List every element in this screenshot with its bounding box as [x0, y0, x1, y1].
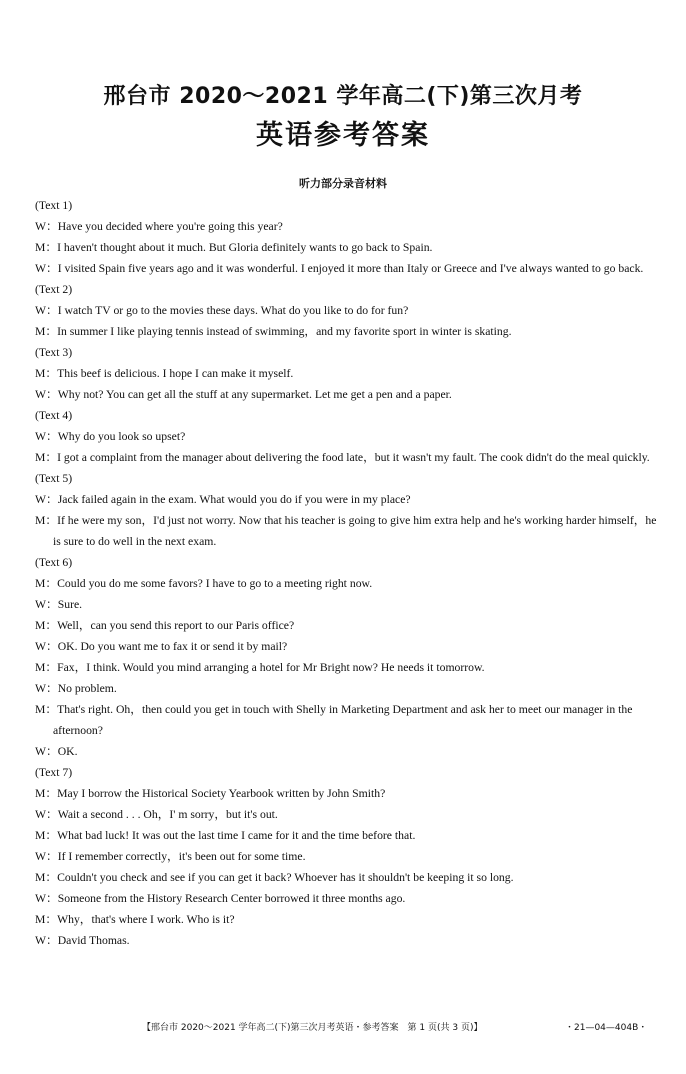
dialogue-line: M：Couldn't you check and see if you can get it back? Whoever has it shouldn't be keeping it so long.	[35, 871, 514, 884]
text-5-label: (Text 5)	[35, 472, 73, 485]
exam-title: 邢台市 2020～2021 学年高二(下)第三次月考	[103, 84, 583, 109]
dialogue-line: M：Why，that's where I work. Who is it?	[35, 913, 235, 926]
dialogue-line: W：David Thomas.	[35, 934, 130, 947]
dialogue-line: M：In summer I like playing tennis instead of swimming，and my favorite sport in winter is skating.	[35, 325, 512, 338]
dialogue-line: W：OK.	[35, 745, 78, 758]
dialogue-line: W：Why not? You can get all the stuff at any supermarket. Let me get a pen and a paper.	[35, 388, 452, 401]
dialogue-line: W：If I remember correctly，it's been out for some time.	[35, 850, 306, 863]
dialogue-line: M：Could you do me some favors? I have to go to a meeting right now.	[35, 577, 373, 590]
dialogue-line: W：Wait a second . . . Oh，I' m sorry，but it's out.	[35, 808, 278, 821]
dialogue-line: M：Fax，I think. Would you mind arranging a hotel for Mr Bright now? He needs it tomorrow.	[35, 661, 485, 674]
dialogue-line: W：Why do you look so upset?	[35, 430, 186, 443]
page-footer	[0, 1021, 686, 1035]
text-1-label: (Text 1)	[35, 199, 73, 212]
text-7-label: (Text 7)	[35, 766, 73, 779]
dialogue-line: W：Jack failed again in the exam. What would you do if you were in my place?	[35, 493, 411, 506]
dialogue-line: M：I got a complaint from the manager about delivering the food late，but it wasn't my fault. The cook didn't do the meal quickly.	[35, 451, 650, 464]
dialogue-line: W：I watch TV or go to the movies these days. What do you like to do for fun?	[35, 304, 409, 317]
dialogue-line: M：This beef is delicious. I hope I can make it myself.	[35, 367, 294, 380]
dialogue-line: W：No problem.	[35, 682, 117, 695]
text-6-label: (Text 6)	[35, 556, 73, 569]
document-title: 英语参考答案	[256, 120, 430, 151]
dialogue-line: M：Well，can you send this report to our Paris office?	[35, 619, 295, 632]
footer-doc-code: ・21—04—404B・	[565, 1023, 648, 1033]
dialogue-line: W：OK. Do you want me to fax it or send it by mail?	[35, 640, 288, 653]
listening-transcript	[35, 195, 660, 951]
dialogue-line: M：May I borrow the Historical Society Yearbook written by John Smith?	[35, 787, 386, 800]
text-3-label: (Text 3)	[35, 346, 73, 359]
dialogue-line: M：If he were my son，I'd just not worry. Now that his teacher is going to give him extra help and he's working harder himself，he is sure to do well in the next exam.	[35, 514, 657, 548]
footer-page-info: 【邢台市 2020～2021 学年高二(下)第三次月考英语・参考答案 第 1 页(共 3 页)】	[142, 1023, 483, 1033]
text-2-label: (Text 2)	[35, 283, 73, 296]
dialogue-line: W：I visited Spain five years ago and it was wonderful. I enjoyed it more than Italy or Greece and I've always wanted to go back.	[35, 262, 644, 275]
dialogue-line: W：Sure.	[35, 598, 83, 611]
dialogue-line: W：Someone from the History Research Center borrowed it three months ago.	[35, 892, 406, 905]
dialogue-line: M：That's right. Oh，then could you get in touch with Shelly in Marketing Department and ask her to meet our manager in the afternoon?	[35, 703, 633, 737]
listening-transcript-heading: 听力部分录音材料	[299, 177, 387, 190]
text-4-label: (Text 4)	[35, 409, 73, 422]
dialogue-line: M：What bad luck! It was out the last time I came for it and the time before that.	[35, 829, 416, 842]
dialogue-line: W：Have you decided where you're going this year?	[35, 220, 283, 233]
dialogue-line: M：I haven't thought about it much. But Gloria definitely wants to go back to Spain.	[35, 241, 433, 254]
